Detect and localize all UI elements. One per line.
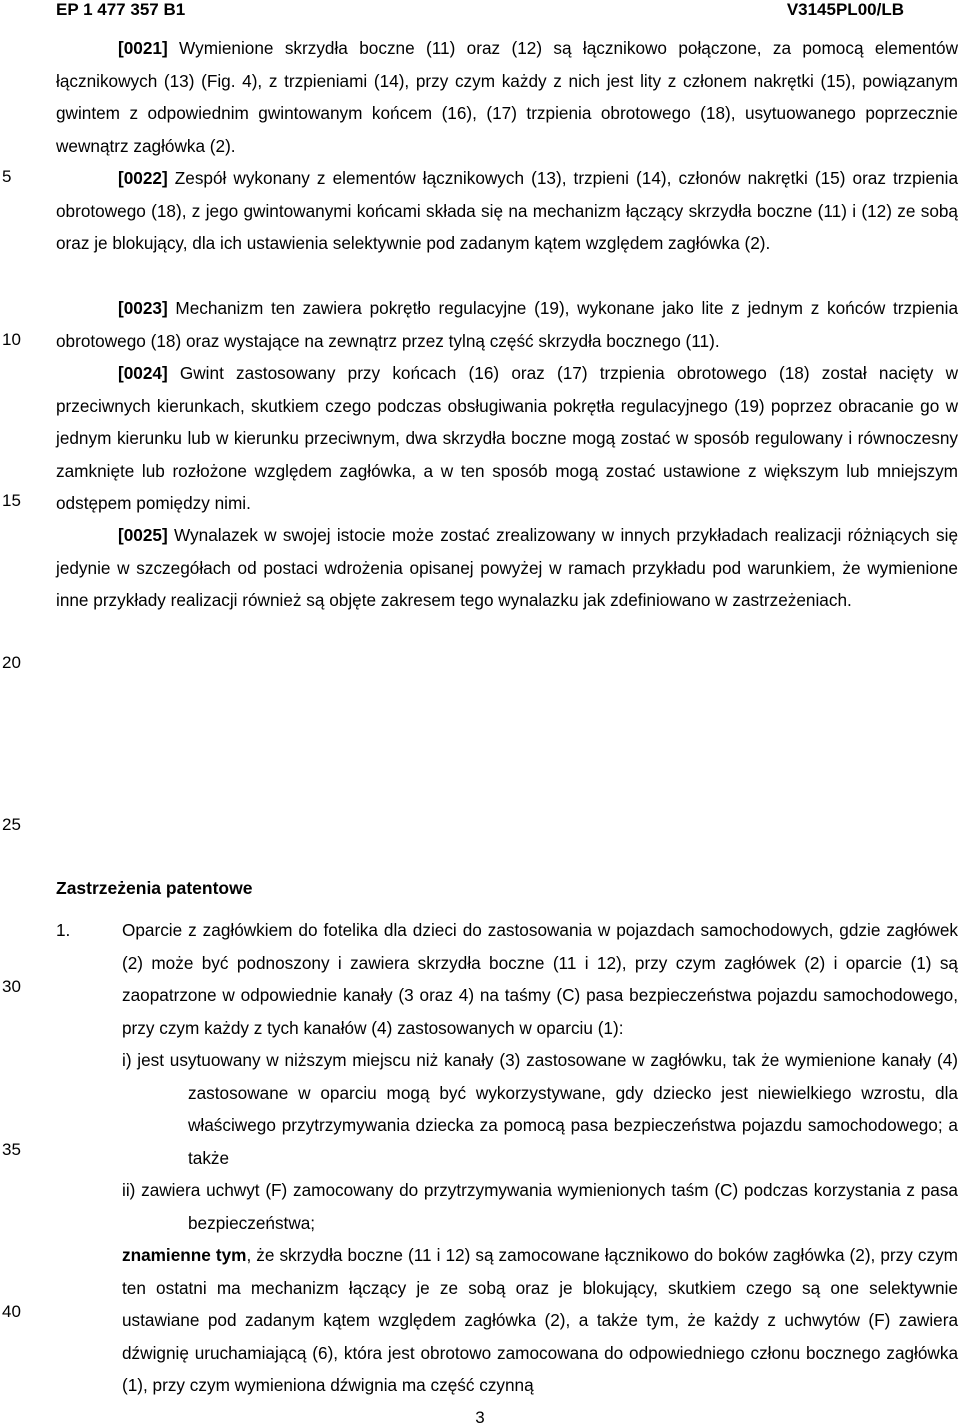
paragraph-number: [0024] [118, 363, 168, 383]
paragraph-0023 [56, 292, 958, 357]
paragraph-0022 [56, 162, 958, 260]
claim-item-text: jest usytuowany w niższym miejscu niż kanały (3) zastosowane w zagłówku, tak że wymienione kanały (4) zastosowane w oparciu mogą być wykorzystywane, gdy dziecko jest niewielkiego wzrostu, dla właściwego przytrzymywania dziecka za pomocą pasa bezpieczeństwa pojazdu samochodowego; a także [137, 1050, 958, 1168]
paragraph-text: Zespół wykonany z elementów łącznikowych (13), trzpieni (14), członów nakrętki (15) oraz trzpienia obrotowego (18), z jego gwintowanymi końcami składa się na mechanizm łączący skrzydła boczne (11) i (12) ze sobą oraz je blokujący, dla ich ustawienia selektywnie pod zadanym kątem względem zagłówka (2). [56, 168, 958, 253]
paragraph-number: [0025] [118, 525, 168, 545]
claim-characterizing-phrase: znamienne tym [122, 1245, 247, 1265]
document-code: V3145PL00/LB [786, 0, 904, 19]
claim-item-ii [122, 1174, 958, 1239]
line-number: 25 [2, 815, 21, 834]
claim-number: 1. [56, 920, 71, 940]
claim-item-i [122, 1044, 958, 1174]
claim-item-label: ii) [122, 1180, 136, 1200]
line-number: 15 [2, 491, 21, 510]
paragraph-number: [0021] [118, 38, 168, 58]
paragraph-text: Gwint zastosowany przy końcach (16) oraz (17) trzpienia obrotowego (18) został nacięty w przeciwnych kierunkach, skutkiem czego podczas obsługiwania pokrętła regulacyjnego (19) poprzez obracanie go w jednym kierunku lub w kierunku przeciwnym, dwa skrzydła boczne mogą zostać w sposób regulowany i równoczesny zamknięte lub rozłożone względem zagłówka, a w ten sposób mogą zostać ustawione z większym lub mniejszym odstępem pomiędzy nimi. [56, 363, 958, 513]
line-number: 10 [2, 330, 21, 349]
paragraph-text: Mechanizm ten zawiera pokrętło regulacyjne (19), wykonane jako lite z jednym z końców trzpienia obrotowego (18) oraz wystające na zewnątrz przez tylną część skrzydła bocznego (11). [56, 298, 958, 351]
line-number: 40 [2, 1302, 21, 1321]
paragraph-0024 [56, 357, 958, 520]
line-number: 35 [2, 1140, 21, 1159]
paragraph-number: [0023] [118, 298, 168, 318]
claims-heading: Zastrzeżenia patentowe [56, 878, 253, 898]
claim-characterizing-text: , że skrzydła boczne (11 i 12) są zamocowane łącznikowo do boków zagłówka (2), przy czym ten ostatni ma mechanizm łączący je ze sobą oraz je blokujący, skutkiem czego są one selektywnie ustawiane pod zadanym kątem względem zagłówka (2), a także tym, że każdy z uchwytów (F) zawiera dźwignię uruchamiającą (6), która jest obrotowo zamocowana do odpowiedniego członu bocznego zagłówka (1), przy czym wymieniona dźwignia ma część czynną [122, 1245, 958, 1395]
claim-item-label: i) [122, 1050, 132, 1070]
line-number: 5 [2, 167, 12, 186]
line-number: 20 [2, 653, 21, 672]
claim-characterizing-part [122, 1239, 958, 1402]
paragraph-number: [0022] [118, 168, 168, 188]
paragraph-text: Wymienione skrzydła boczne (11) oraz (12) są łącznikowo połączone, za pomocą elementów łącznikowych (13) (Fig. 4), z trzpieniami (14), przy czym każdy z nich jest lity z członem nakrętki (15), powiązanym gwintem z odpowiednim gwintowanym końcem (16), (17) trzpienia obrotowego (18), usytuowanego poprzecznie wewnątrz zagłówka (2). [56, 38, 958, 156]
document-id: EP 1 477 357 B1 [56, 0, 186, 19]
page-number: 3 [475, 1408, 485, 1427]
claim-intro: Oparcie z zagłówkiem do fotelika dla dzieci do zastosowania w pojazdach samochodowych, gdzie zagłówek (2) może być podnoszony i zawiera skrzydła boczne (11 i 12), przy czym zagłówek (2) i oparcie (1) są zaopatrzone w odpowiednie kanały (3 oraz 4) na taśmy (C) pasa bezpieczeństwa pojazdu samochodowego, przy czym każdy z tych kanałów (4) zastosowanych w oparciu (1): [122, 920, 958, 1038]
paragraph-text: Wynalazek w swojej istocie może zostać zrealizowany w innych przykładach realizacji różniących się jedynie w szczegółach od postaci wdrożenia opisanej powyżej w ramach przykładu pod warunkiem, że wymienione inne przykłady realizacji również są objęte zakresem tego wynalazku jak zdefiniowano w zastrzeżeniach. [56, 525, 958, 610]
claim-item-text: zawiera uchwyt (F) zamocowany do przytrzymywania wymienionych taśm (C) podczas korzystania z pasa bezpieczeństwa; [141, 1180, 958, 1233]
line-number: 30 [2, 977, 21, 996]
paragraph-0025 [56, 519, 958, 617]
paragraph-0021 [56, 32, 958, 162]
